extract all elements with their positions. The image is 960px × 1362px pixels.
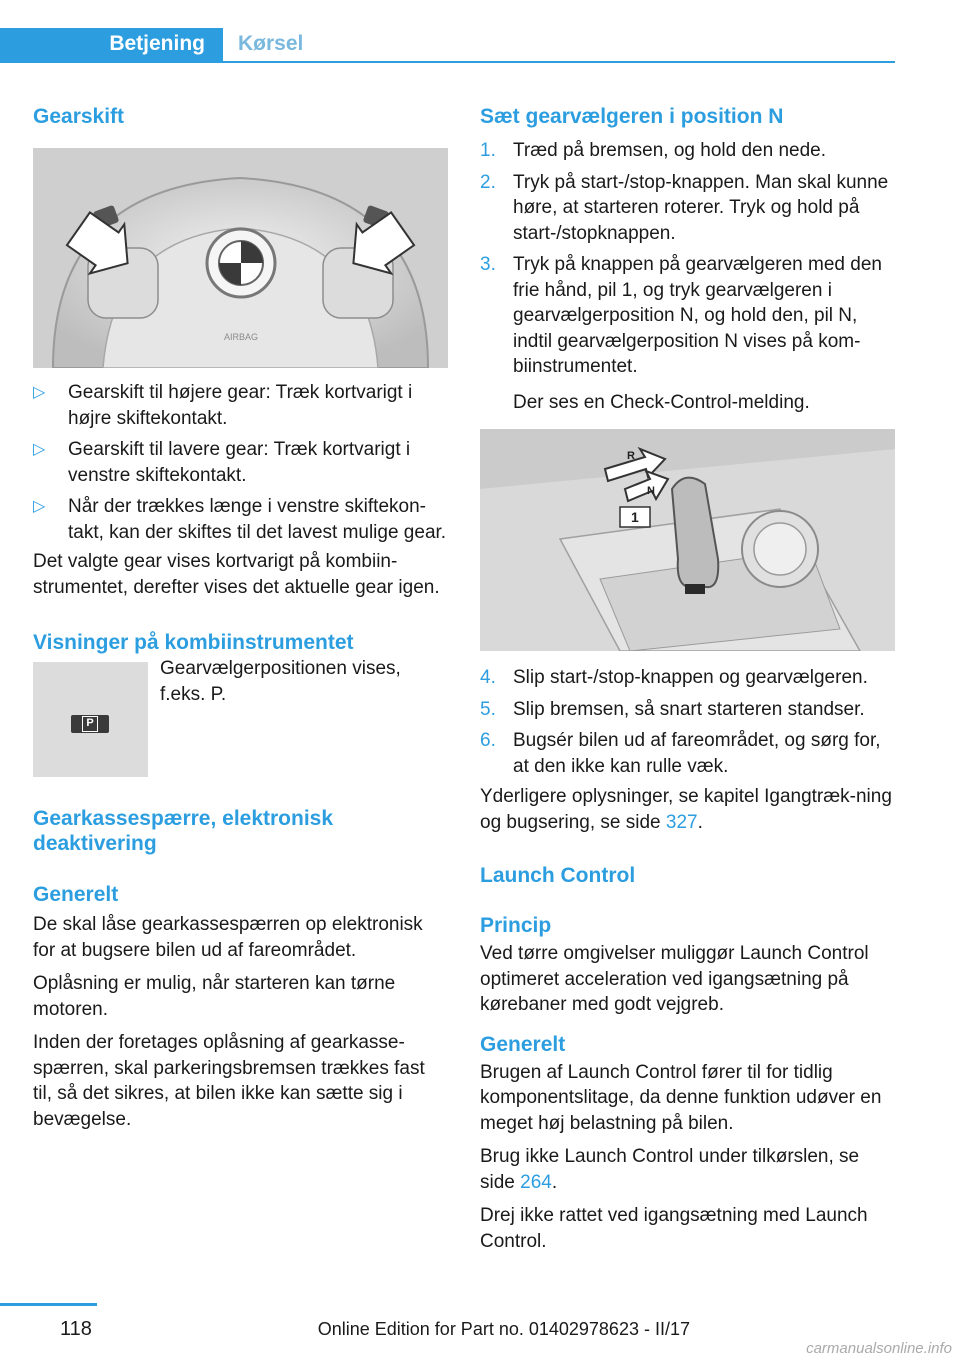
watermark: carmanualsonline.info bbox=[806, 1340, 952, 1357]
generelt-right-p1: Brugen af Launch Control fører til for tidlig komponentslitage, da denne funktion udøver en meget høj belastning på bilen. bbox=[480, 1061, 882, 1134]
princip-heading: Princip bbox=[480, 914, 552, 937]
step-item: 3. Tryk på knappen på gearvælgeren med den frie hånd, pil 1, og tryk gearvælgeren i gearvælgerposition N, og hold den, pil N, indtil gearvælgerposition N vises på kom‐biinstrumentet. Der ses en Check-Control-melding. bbox=[480, 252, 895, 415]
triangle-bullet-icon: ▷ bbox=[33, 441, 46, 458]
steps-list-b bbox=[480, 665, 895, 779]
generelt-right-p3: Drej ikke rattet ved igangsætning med Launch Control. bbox=[480, 1205, 868, 1252]
page-number: 118 bbox=[60, 1318, 92, 1340]
step-item: 2. Tryk på start-/stop-knappen. Man skal kunne høre, at starteren roterer. Tryk og hold på start-/stopknappen. bbox=[480, 171, 889, 244]
header-rule bbox=[0, 61, 895, 63]
triangle-bullet-icon: ▷ bbox=[33, 384, 46, 401]
step-item: 5. Slip bremsen, så snart starteren standser. bbox=[480, 698, 865, 720]
left-column bbox=[33, 100, 448, 1132]
step3-note: Der ses en Check-Control-melding. bbox=[513, 391, 810, 413]
airbag-label: AIRBAG bbox=[223, 332, 259, 342]
generelt-heading-right: Generelt bbox=[480, 1032, 566, 1056]
tab-betjening[interactable]: Betjening bbox=[0, 28, 223, 61]
page-link-264[interactable]: 264 bbox=[520, 1171, 552, 1193]
step-item: 4. Slip start-/stop-knappen og gearvælgeren. bbox=[480, 667, 868, 688]
gear-selector-illustration bbox=[480, 429, 895, 651]
generelt-left-p3: Inden der foretages oplåsning af gearkasse‐spærren, skal parkeringsbremsen trækkes fast til, så det sikres, at bilen ikke kan sætte sig i bevægelse. bbox=[33, 1032, 425, 1130]
list-item: ▷ Gearskift til højere gear: Træk kortvarigt i højre skiftekontakt. bbox=[33, 382, 413, 429]
p-indicator-icon: P bbox=[71, 715, 109, 733]
gearskift-heading: Gearskift bbox=[33, 105, 125, 128]
arrow-r-label: R bbox=[627, 450, 635, 462]
arrow-1-label: 1 bbox=[631, 509, 639, 525]
gear-selector-image bbox=[480, 429, 895, 651]
visninger-row bbox=[33, 658, 448, 790]
edition-text: Online Edition for Part no. 01402978623 - II/17 bbox=[317, 1319, 690, 1339]
tab-korsel[interactable]: Kørsel bbox=[238, 32, 304, 55]
right-column bbox=[480, 100, 895, 1254]
visninger-text: Gearvælgerpositionen vises, f.eks. P. bbox=[160, 658, 401, 705]
steps-list-a bbox=[480, 138, 895, 415]
list-item: ▷ Gearskift til lavere gear: Træk kortvarigt i venstre skiftekontakt. bbox=[33, 439, 411, 486]
princip-text: Ved tørre omgivelser muliggør Launch Control optimeret acceleration ved igangsætning på kørebaner med godt vejgreb. bbox=[480, 943, 869, 1015]
gearskift-bullet-list bbox=[33, 380, 448, 545]
display-p-image bbox=[33, 662, 148, 777]
generelt-left-p1: De skal låse gearkassespærren op elektronisk for at bugsere bilen ud af fareområdet. bbox=[33, 914, 423, 961]
list-item: ▷ Når der trækkes længe i venstre skiftekon‐takt, kan der skiftes til det lavest mulige gear. bbox=[33, 496, 447, 543]
launch-control-heading: Launch Control bbox=[480, 864, 636, 887]
step-item: 1. Træd på bremsen, og hold den nede. bbox=[480, 140, 826, 161]
triangle-bullet-icon: ▷ bbox=[33, 498, 46, 515]
steering-wheel-image bbox=[33, 148, 448, 368]
info-text: Yderligere oplysninger, se kapitel Igangtræk‐ning og bugsering, se side 327. bbox=[480, 786, 892, 833]
generelt-right-p2: Brug ikke Launch Control under tilkørslen, se side 264. bbox=[480, 1146, 860, 1193]
arrow-n-label: N bbox=[647, 485, 655, 497]
generelt-left-p2: Oplåsning er mulig, når starteren kan tørne motoren. bbox=[33, 973, 396, 1020]
steering-wheel-illustration bbox=[33, 148, 448, 368]
visninger-heading: Visninger på kombiinstrumentet bbox=[33, 631, 354, 654]
footer-rule bbox=[0, 1303, 97, 1306]
header-tabbar bbox=[0, 28, 895, 63]
gearkasse-heading: Gearkassespærre, elektronisk deaktivering bbox=[33, 807, 334, 855]
position-n-heading: Sæt gearvælgeren i position N bbox=[480, 105, 784, 128]
step-item: 6. Bugsér bilen ud af fareområdet, og sørg for, at den ikke kan rulle væk. bbox=[480, 730, 881, 777]
page-link-327[interactable]: 327 bbox=[665, 811, 698, 833]
gear-display-text: Det valgte gear vises kortvarigt på kombiin‐strumentet, derefter vises det aktuelle gear igen. bbox=[33, 551, 440, 598]
generelt-heading-left: Generelt bbox=[33, 883, 119, 906]
